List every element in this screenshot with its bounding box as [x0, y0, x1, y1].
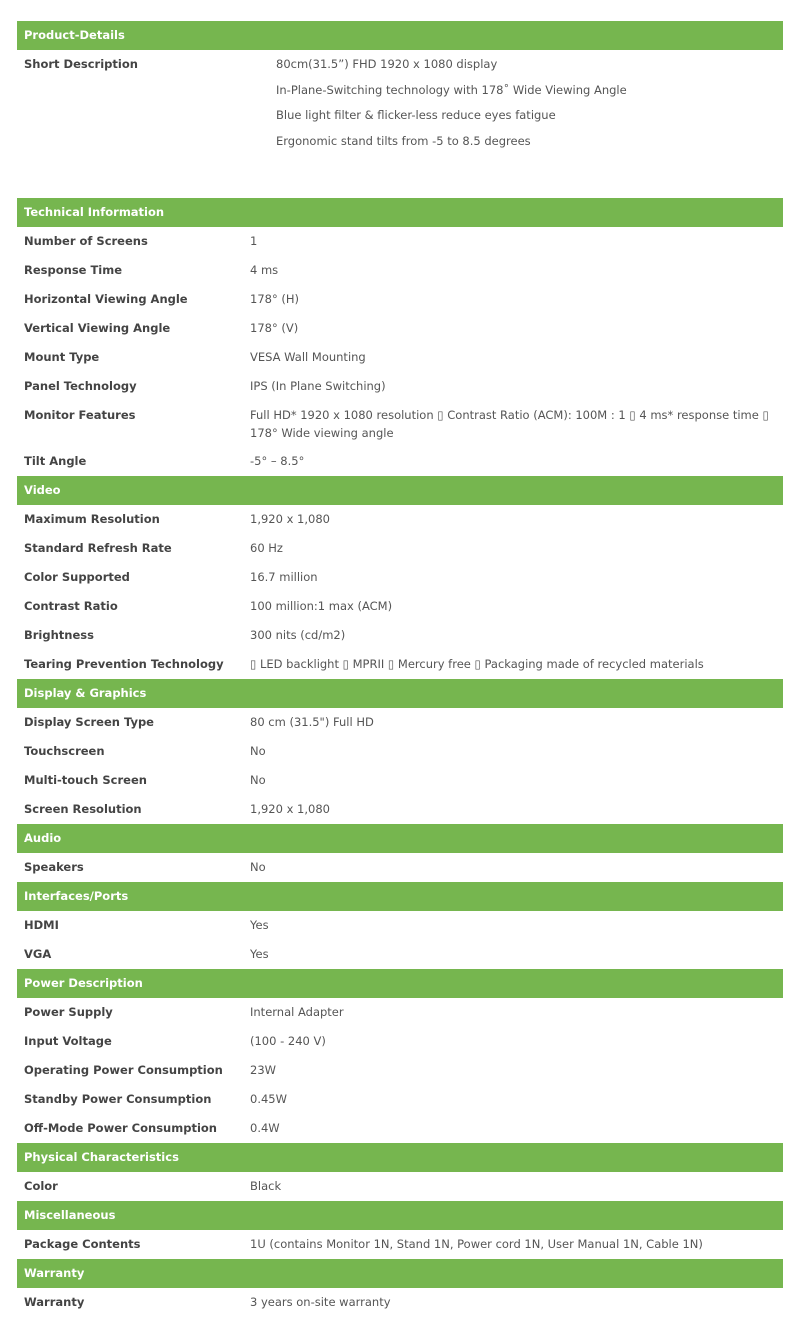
spec-row [17, 401, 783, 447]
short-description-lines [276, 50, 783, 198]
spec-label: Color [24, 1179, 58, 1193]
spec-row [17, 1172, 783, 1201]
short-description-row [17, 50, 783, 198]
spec-value: Black [250, 1179, 282, 1193]
spec-label: Warranty [24, 1295, 85, 1309]
spec-row [17, 998, 783, 1027]
spec-label: Color Supported [24, 570, 130, 584]
spec-label: HDMI [24, 918, 59, 932]
spec-label: Display Screen Type [24, 715, 154, 729]
spec-value: No [250, 860, 266, 874]
spec-label: Mount Type [24, 350, 100, 364]
spec-row [17, 766, 783, 795]
spec-label: Brightness [24, 628, 94, 642]
spec-row [17, 1085, 783, 1114]
spec-label: Touchscreen [24, 744, 105, 758]
spec-row [17, 1114, 783, 1143]
spec-row [17, 563, 783, 592]
spec-label: Off-Mode Power Consumption [24, 1121, 217, 1135]
spec-row [17, 505, 783, 534]
spec-value: Internal Adapter [250, 1005, 344, 1019]
spec-label: Power Supply [24, 1005, 113, 1019]
description-line: Blue light filter & flicker-less reduce eyes fatigue [276, 108, 556, 122]
spec-row [17, 227, 783, 256]
spec-label: Monitor Features [24, 408, 136, 422]
description-line: In-Plane-Switching technology with 178˚ Wide Viewing Angle [276, 82, 627, 97]
spec-value: 1 [250, 234, 258, 248]
spec-label: Number of Screens [24, 234, 148, 248]
spec-value: 1U (contains Monitor 1N, Stand 1N, Power cord 1N, User Manual 1N, Cable 1N) [250, 1237, 703, 1251]
short-description-label: Short Description [24, 57, 138, 71]
spec-value: 0.4W [250, 1121, 280, 1135]
spec-value: 300 nits (cd/m2) [250, 628, 346, 642]
spec-row [17, 911, 783, 940]
description-line: Ergonomic stand tilts from -5 to 8.5 degrees [276, 133, 531, 148]
spec-value: VESA Wall Mounting [250, 350, 366, 364]
spec-label: Input Voltage [24, 1034, 112, 1048]
spec-value: 80 cm (31.5") Full HD [250, 715, 374, 729]
section-header-miscellaneous: Miscellaneous [17, 1201, 783, 1230]
spec-value: 16.7 million [250, 570, 318, 584]
section-header-product-details: Product-Details [17, 21, 783, 50]
spec-label: Tilt Angle [24, 454, 87, 468]
spec-label: Standard Refresh Rate [24, 541, 172, 555]
spec-row [17, 592, 783, 621]
spec-value: 0.45W [250, 1092, 287, 1106]
spec-value: No [250, 744, 266, 758]
section-header-interfaces-ports: Interfaces/Ports [17, 882, 783, 911]
spec-row [17, 343, 783, 372]
spec-label: Contrast Ratio [24, 599, 118, 613]
spec-row [17, 1230, 783, 1259]
spec-value: Full HD* 1920 x 1080 resolution ▯ Contrast Ratio (ACM): 100M : 1 ▯ 4 ms* response time ▯ 178° Wide viewing angle [250, 408, 769, 440]
spec-row [17, 372, 783, 401]
spec-row [17, 314, 783, 343]
spec-value: 3 years on-site warranty [250, 1295, 391, 1309]
spec-label: Operating Power Consumption [24, 1063, 223, 1077]
spec-row [17, 256, 783, 285]
section-header-power-description: Power Description [17, 969, 783, 998]
section-header-physical-characteristics: Physical Characteristics [17, 1143, 783, 1172]
spec-label: Screen Resolution [24, 802, 142, 816]
spec-label: Response Time [24, 263, 123, 277]
spec-value: -5° – 8.5° [250, 454, 305, 468]
spec-label: Horizontal Viewing Angle [24, 292, 188, 306]
section-header-display-graphics: Display & Graphics [17, 679, 783, 708]
spec-value: 178° (H) [250, 292, 299, 306]
spec-value: Yes [250, 918, 269, 932]
spec-value: ▯ LED backlight ▯ MPRII ▯ Mercury free ▯ Packaging made of recycled materials [250, 657, 704, 671]
spec-table [17, 21, 783, 1317]
spec-row [17, 708, 783, 737]
spec-row [17, 285, 783, 314]
section-header-warranty: Warranty [17, 1259, 783, 1288]
section-header-audio: Audio [17, 824, 783, 853]
spec-label: Vertical Viewing Angle [24, 321, 171, 335]
spec-value: (100 - 240 V) [250, 1034, 326, 1048]
spec-row [17, 940, 783, 969]
spec-value: 1,920 x 1,080 [250, 802, 330, 816]
spec-row [17, 1288, 783, 1317]
spec-value: IPS (In Plane Switching) [250, 379, 386, 393]
spec-label: Maximum Resolution [24, 512, 160, 526]
spec-label: Standby Power Consumption [24, 1092, 212, 1106]
spec-row [17, 737, 783, 766]
spec-row [17, 853, 783, 882]
spec-label: Tearing Prevention Technology [24, 657, 224, 671]
spec-row [17, 1056, 783, 1085]
section-header-technical-information: Technical Information [17, 198, 783, 227]
spec-row [17, 650, 783, 679]
spec-row [17, 447, 783, 476]
spec-value: 4 ms [250, 263, 279, 277]
spec-value: 1,920 x 1,080 [250, 512, 330, 526]
spec-label: Speakers [24, 860, 84, 874]
spec-row [17, 795, 783, 824]
spec-row [17, 534, 783, 563]
spec-value: Yes [250, 947, 269, 961]
spec-label: VGA [24, 947, 52, 961]
spec-label: Panel Technology [24, 379, 137, 393]
spec-label: Multi-touch Screen [24, 773, 147, 787]
spec-value: No [250, 773, 266, 787]
spec-value: 100 million:1 max (ACM) [250, 599, 393, 613]
spec-value: 178° (V) [250, 321, 299, 335]
spec-row [17, 1027, 783, 1056]
spec-row [17, 621, 783, 650]
description-line: 80cm(31.5”) FHD 1920 x 1080 display [276, 57, 498, 71]
section-header-video: Video [17, 476, 783, 505]
spec-label: Package Contents [24, 1237, 141, 1251]
spec-value: 60 Hz [250, 541, 283, 555]
spec-value: 23W [250, 1063, 277, 1077]
